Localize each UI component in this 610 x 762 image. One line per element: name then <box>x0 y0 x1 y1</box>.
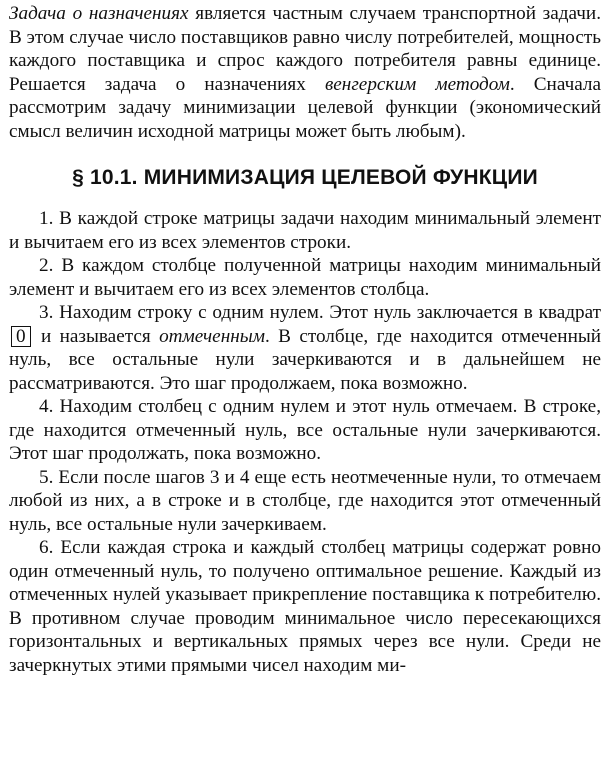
step-4-paragraph: 4. Находим столбец с одним нулем и этот нуль отмечаем. В строке, где находится отмеченный нуль, все остальные нули зачеркиваются. Этот шаг продолжать, пока возможно. <box>9 396 601 464</box>
step-5-paragraph: 5. Если после шагов 3 и 4 еще есть неотмеченные нули, то отмечаем любой из них, а в строке и в столбце, где находится этот отмеченный нуль, все остальные нули зачеркиваем. <box>9 466 601 535</box>
intro-paragraph <box>9 2 601 143</box>
step-6-paragraph: 6. Если каждая строка и каждый столбец матрицы содержат ровно один отмеченный нуль, то получено оптимальное решение. Каждый из отмеченных нулей указывает прикрепление поставщика к потребителю. В противном случае проводим минимальное число пересекающихся горизонтальных и вертикальных прямых через все нули. Среди не зачеркнутых этими прямыми чисел находим ми- <box>9 537 601 676</box>
step-3-paragraph <box>9 301 601 395</box>
section-heading: § 10.1. МИНИМИЗАЦИЯ ЦЕЛЕВОЙ ФУНКЦИИ <box>72 166 538 189</box>
document-page <box>9 2 601 677</box>
step-3-text-b: и называется <box>32 325 160 347</box>
intro-term: Задача о назначениях <box>9 3 189 24</box>
step-3-text-a: 3. Находим строку с одним нулем. Этот нуль заключается в квадрат <box>39 302 601 323</box>
step-1-paragraph: 1. В каждой строке матрицы задачи находим минимальный элемент и вычитаем его из всех элементов строки. <box>9 208 601 253</box>
step-3-text-c: . В столбце, где находится отмеченный нуль, все остальные нули зачеркиваются и в дальнейшем не рассматриваются. Это шаг продолжаем, пока возможно. <box>9 325 601 394</box>
intro-text-2: . Сначала рассмотрим задачу минимизации целевой функции (экономический смысл величин исходной матрицы может быть любым). <box>9 73 601 142</box>
intro-method: венгерским методом <box>324 73 510 95</box>
boxed-zero-symbol: 0 <box>11 326 31 347</box>
step-2-paragraph: 2. В каждом столбце полученной матрицы находим минимальный элемент и вычитаем его из всех элементов столбца. <box>9 255 601 300</box>
step-3-term: отмеченным <box>159 325 265 347</box>
intro-text-1: является частным случаем транспортной задачи. В этом случае число поставщиков равно числу потребителей, мощность каждого поставщика и спрос каждого потребителя равны единице. Решается задача о назначениях <box>9 3 601 95</box>
